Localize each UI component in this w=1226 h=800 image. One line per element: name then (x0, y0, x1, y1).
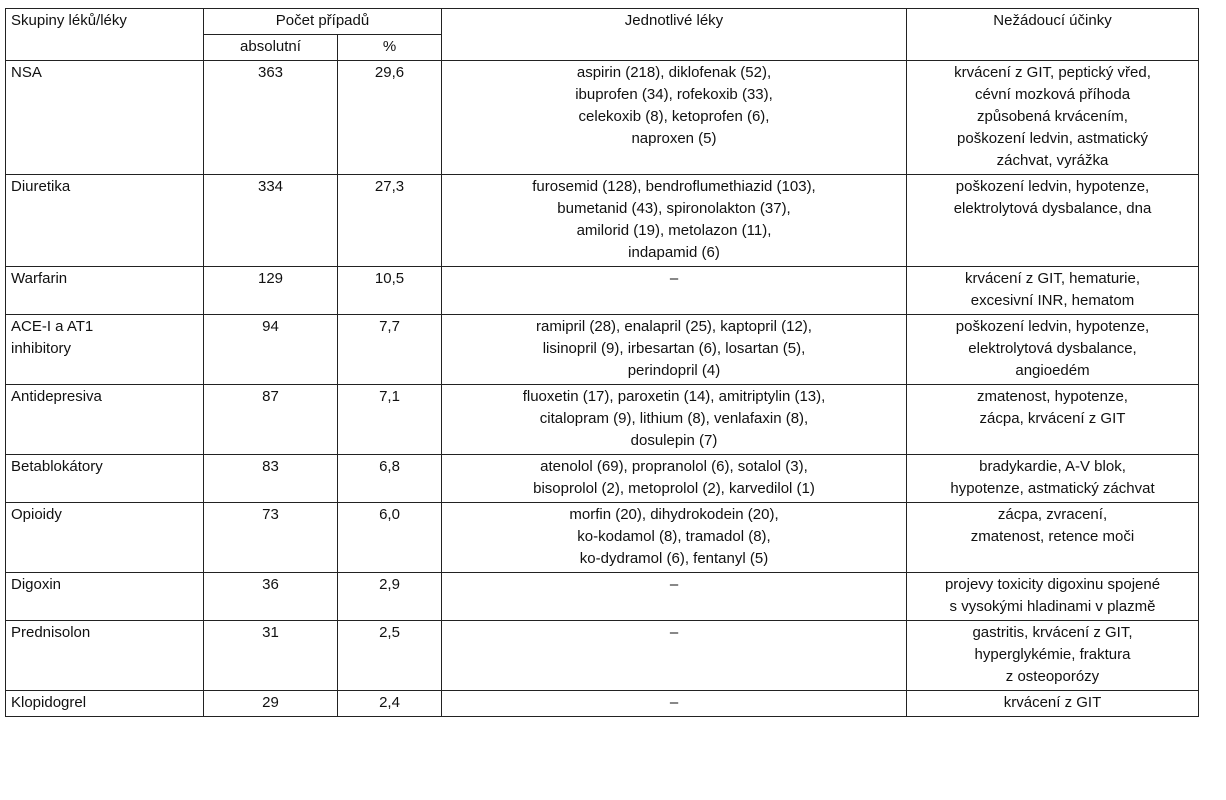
adverse-effects-cell-line: hypotenze, astmatický záchvat (950, 480, 1155, 497)
table-row (6, 385, 1199, 455)
adverse-effects-cell-line: zácpa, zvracení, (997, 506, 1108, 523)
individual-drugs-cell-line: ramipril (28), enalapril (25), kaptopril (12), (536, 318, 812, 335)
percent-cell: 6,8 (338, 455, 442, 503)
header-individual-drugs: Jednotlivé léky (442, 9, 907, 61)
individual-drugs-cell-line: ko-dydramol (6), fentanyl (5) (579, 550, 769, 567)
drug-group-cell (6, 315, 204, 385)
percent-cell: 7,1 (338, 385, 442, 455)
individual-drugs-cell-line: – (669, 694, 679, 711)
adverse-effects-cell-line: způsobená krvácením, (977, 108, 1128, 125)
adverse-effects-cell-line: poškození ledvin, hypotenze, (955, 318, 1150, 335)
absolute-count-cell: 73 (204, 503, 338, 573)
adverse-effects-cell (907, 455, 1199, 503)
table-row (6, 61, 1199, 175)
drug-group-cell (6, 267, 204, 315)
percent-cell: 2,9 (338, 573, 442, 621)
adverse-effects-cell (907, 61, 1199, 175)
individual-drugs-cell-line: lisinopril (9), irbesartan (6), losartan (5), (542, 340, 806, 357)
adverse-effects-cell (907, 573, 1199, 621)
individual-drugs-cell-line: ko-kodamol (8), tramadol (8), (577, 528, 771, 545)
table-row (6, 691, 1199, 717)
adverse-effects-cell-line: hyperglykémie, fraktura (974, 646, 1131, 663)
drug-group-cell (6, 61, 204, 175)
individual-drugs-cell-line: morfin (20), dihydrokodein (20), (569, 506, 779, 523)
individual-drugs-cell (442, 621, 907, 691)
individual-drugs-cell (442, 573, 907, 621)
individual-drugs-cell-line: aspirin (218), diklofenak (52), (576, 64, 772, 81)
adverse-effects-cell-line: krvácení z GIT, hematurie, (964, 270, 1141, 287)
percent-cell: 29,6 (338, 61, 442, 175)
adverse-effects-cell-line: bradykardie, A-V blok, (979, 458, 1126, 475)
header-row (6, 9, 1199, 35)
adverse-effects-cell-line: zmatenost, retence moči (970, 528, 1135, 545)
individual-drugs-cell-line: atenolol (69), propranolol (6), sotalol (3), (540, 458, 808, 475)
adverse-effects-cell-line: poškození ledvin, astmatický (957, 130, 1148, 147)
individual-drugs-cell (442, 503, 907, 573)
drug-group-cell-line: Diuretika (11, 178, 71, 195)
header-case-count: Počet případů (204, 9, 442, 35)
drug-group-cell (6, 385, 204, 455)
individual-drugs-cell (442, 315, 907, 385)
adverse-effects-cell-line: excesivní INR, hematom (970, 292, 1135, 309)
individual-drugs-cell-line: amilorid (19), metolazon (11), (576, 222, 772, 239)
table-row (6, 503, 1199, 573)
adverse-effects-cell-line: zácpa, krvácení z GIT (979, 410, 1126, 427)
drug-group-cell (6, 455, 204, 503)
adverse-effects-cell-line: z osteoporózy (1005, 668, 1100, 685)
individual-drugs-cell (442, 455, 907, 503)
individual-drugs-cell-line: ibuprofen (34), rofekoxib (33), (575, 86, 773, 103)
adverse-effects-cell-line: krvácení z GIT, peptický vřed, (954, 64, 1151, 81)
percent-cell: 2,5 (338, 621, 442, 691)
drug-group-cell-line: Digoxin (11, 576, 62, 593)
percent-cell: 10,5 (338, 267, 442, 315)
adverse-effects-cell (907, 175, 1199, 267)
drug-group-cell (6, 621, 204, 691)
adverse-effects-cell (907, 503, 1199, 573)
percent-cell: 27,3 (338, 175, 442, 267)
table-row (6, 573, 1199, 621)
adverse-effects-cell-line: cévní mozková příhoda (974, 86, 1131, 103)
adverse-effects-cell-line: s vysokými hladinami v plazmě (949, 598, 1156, 615)
drug-group-cell (6, 175, 204, 267)
adverse-effects-cell (907, 691, 1199, 717)
drug-group-cell-line: Prednisolon (11, 624, 91, 641)
individual-drugs-cell-line: fluoxetin (17), paroxetin (14), amitriptylin (13), (522, 388, 826, 405)
individual-drugs-cell-line: celekoxib (8), ketoprofen (6), (578, 108, 770, 125)
drug-group-cell (6, 573, 204, 621)
adverse-effects-cell-line: elektrolytová dysbalance, dna (953, 200, 1152, 217)
adverse-effects-cell (907, 621, 1199, 691)
adverse-effects-cell (907, 267, 1199, 315)
absolute-count-cell: 31 (204, 621, 338, 691)
drug-group-cell-line: Klopidogrel (11, 694, 87, 711)
table-row (6, 315, 1199, 385)
drug-group-cell-line: Warfarin (11, 270, 68, 287)
individual-drugs-cell-line: furosemid (128), bendroflumethiazid (103), (532, 178, 816, 195)
individual-drugs-cell-line: dosulepin (7) (630, 432, 718, 449)
header-adverse-effects: Nežádoucí účinky (907, 9, 1199, 61)
drug-group-cell-line: Opioidy (11, 506, 62, 523)
individual-drugs-cell-line: bisoprolol (2), metoprolol (2), karvedilol (1) (533, 480, 815, 497)
table-row (6, 455, 1199, 503)
individual-drugs-cell (442, 385, 907, 455)
adverse-effects-cell-line: zmatenost, hypotenze, (977, 388, 1128, 405)
individual-drugs-cell (442, 267, 907, 315)
adverse-effects-cell-line: angioedém (1015, 362, 1090, 379)
percent-cell: 7,7 (338, 315, 442, 385)
header-drug-group: Skupiny léků/léky (6, 9, 204, 61)
table-row (6, 621, 1199, 691)
individual-drugs-cell-line: perindopril (4) (627, 362, 721, 379)
drug-group-cell-line: ACE-I a AT1 (11, 318, 94, 335)
absolute-count-cell: 363 (204, 61, 338, 175)
drug-group-cell-line: Antidepresiva (11, 388, 102, 405)
absolute-count-cell: 87 (204, 385, 338, 455)
individual-drugs-cell (442, 175, 907, 267)
drug-group-cell (6, 691, 204, 717)
individual-drugs-cell-line: naproxen (5) (631, 130, 717, 147)
table-row (6, 175, 1199, 267)
adverse-effects-cell (907, 385, 1199, 455)
adverse-effects-cell-line: krvácení z GIT (1003, 694, 1102, 711)
adverse-effects-cell-line: elektrolytová dysbalance, (968, 340, 1137, 357)
individual-drugs-cell-line: – (669, 624, 679, 641)
percent-cell: 6,0 (338, 503, 442, 573)
drug-group-cell-line: NSA (11, 64, 42, 81)
individual-drugs-cell-line: bumetanid (43), spironolakton (37), (557, 200, 791, 217)
drug-group-cell-line: Betablokátory (11, 458, 103, 475)
table-body (6, 61, 1199, 717)
drug-group-cell-line: inhibitory (11, 340, 72, 357)
adverse-effects-cell-line: záchvat, vyrážka (996, 152, 1109, 169)
absolute-count-cell: 94 (204, 315, 338, 385)
drug-group-cell (6, 503, 204, 573)
absolute-count-cell: 36 (204, 573, 338, 621)
individual-drugs-cell (442, 61, 907, 175)
absolute-count-cell: 29 (204, 691, 338, 717)
individual-drugs-cell-line: – (669, 576, 679, 593)
percent-cell: 2,4 (338, 691, 442, 717)
individual-drugs-cell-line: indapamid (6) (628, 244, 720, 261)
individual-drugs-cell-line: – (669, 270, 679, 287)
absolute-count-cell: 334 (204, 175, 338, 267)
header-percent: % (338, 35, 442, 61)
table-header (6, 9, 1199, 61)
individual-drugs-cell (442, 691, 907, 717)
adverse-drug-reactions-table (5, 8, 1199, 717)
adverse-effects-cell-line: gastritis, krvácení z GIT, (972, 624, 1133, 641)
header-absolute: absolutní (204, 35, 338, 61)
individual-drugs-cell-line: citalopram (9), lithium (8), venlafaxin (8), (539, 410, 809, 427)
adverse-effects-cell (907, 315, 1199, 385)
adverse-effects-cell-line: poškození ledvin, hypotenze, (955, 178, 1150, 195)
table-row (6, 267, 1199, 315)
adverse-effects-cell-line: projevy toxicity digoxinu spojené (944, 576, 1161, 593)
absolute-count-cell: 129 (204, 267, 338, 315)
absolute-count-cell: 83 (204, 455, 338, 503)
